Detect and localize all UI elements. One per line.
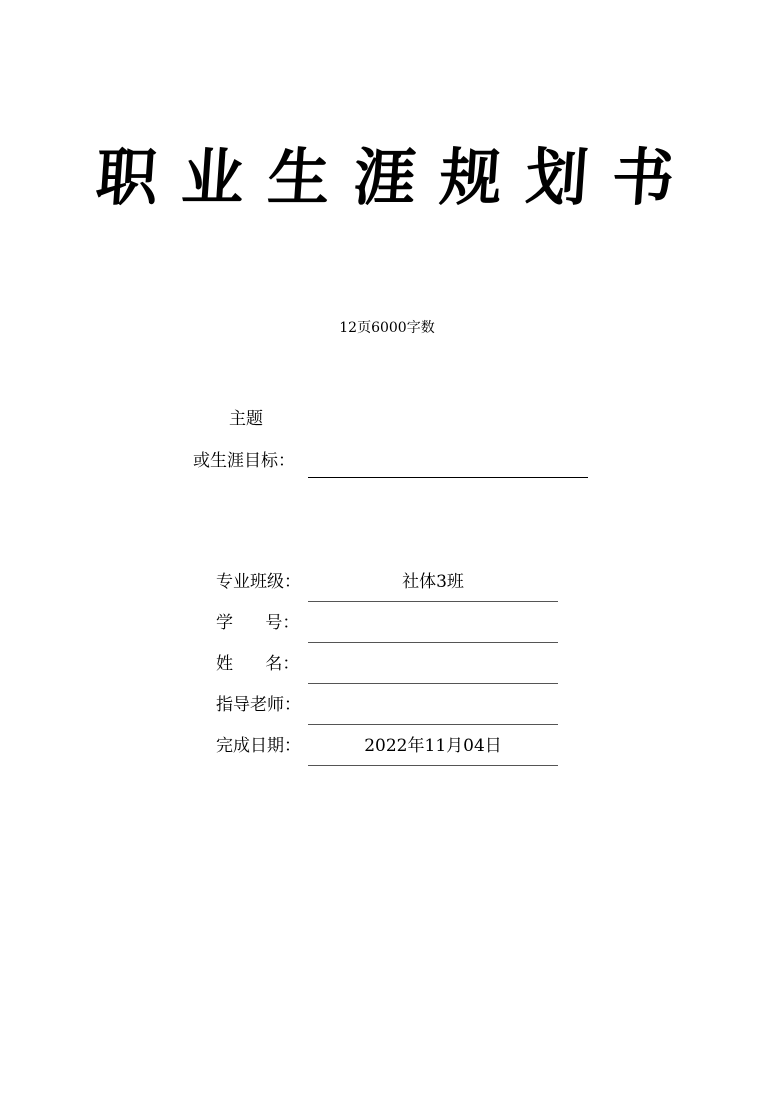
document-subtitle: 12页6000字数 [339, 320, 435, 336]
topic-underline [308, 477, 588, 478]
field-label-date: 完成日期： [216, 736, 301, 756]
topic-label-line1: 主题 [229, 409, 263, 429]
field-label-student-id: 学 号： [216, 613, 300, 633]
field-underline-student-id [308, 642, 558, 643]
document-title: 职业生涯规划书 [93, 141, 701, 214]
field-value-date: 2022年11月04日 [364, 736, 502, 756]
field-underline-name [308, 683, 558, 684]
field-underline-date [308, 765, 558, 766]
field-value-class: 社体3班 [402, 572, 464, 592]
topic-label-line2: 或生涯目标： [193, 451, 295, 471]
field-underline-class [308, 601, 558, 602]
field-underline-advisor [308, 724, 558, 725]
field-label-advisor: 指导老师： [216, 695, 301, 715]
field-label-name: 姓 名： [216, 654, 300, 674]
field-label-class: 专业班级： [216, 572, 301, 592]
